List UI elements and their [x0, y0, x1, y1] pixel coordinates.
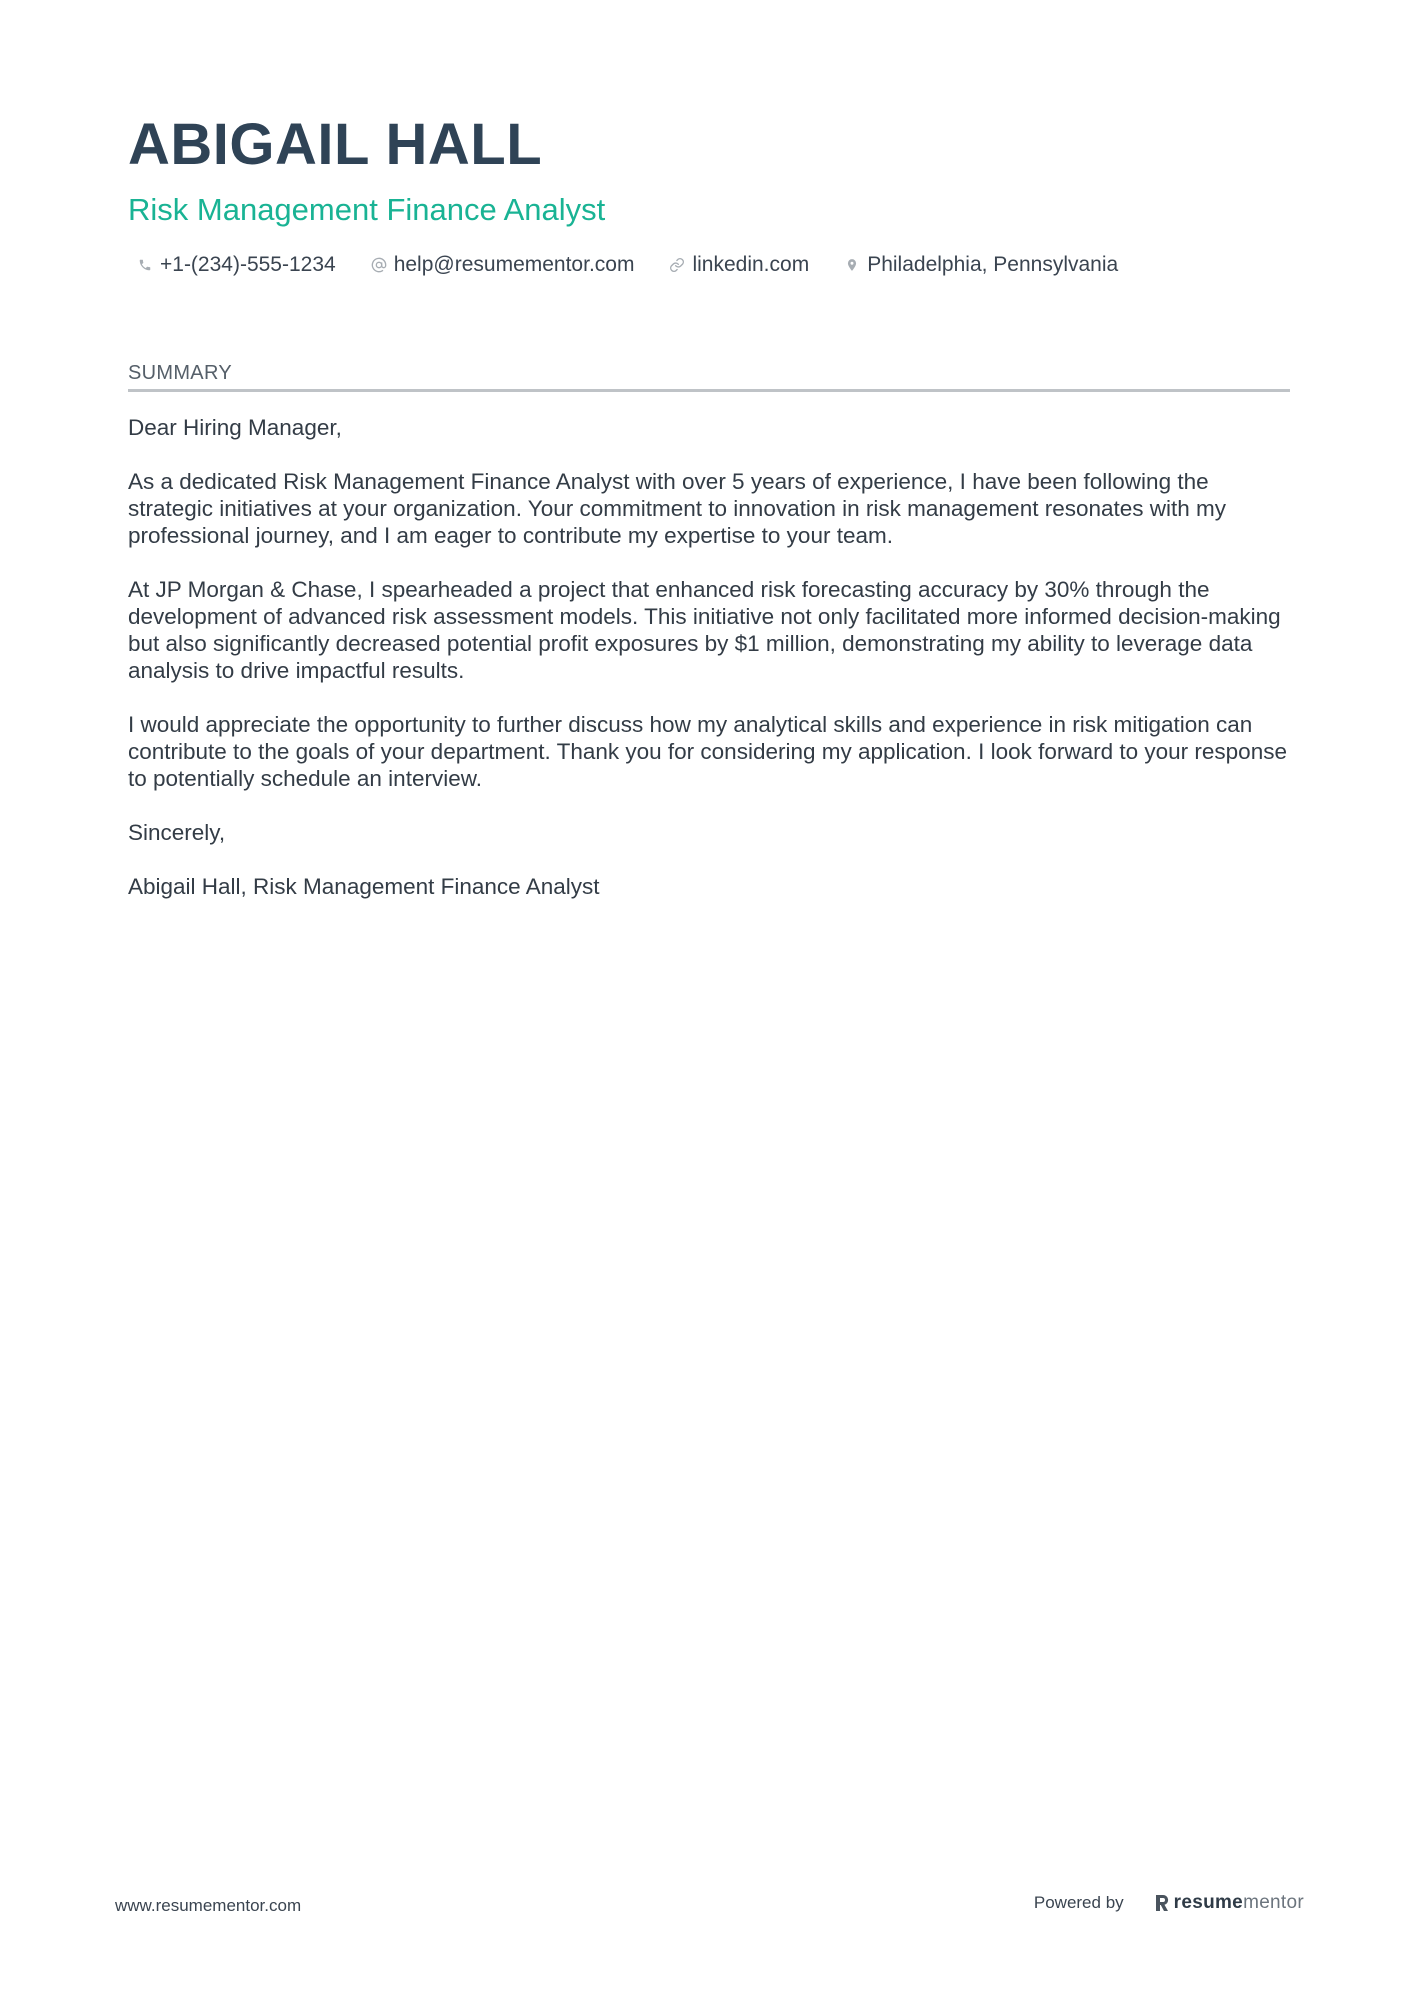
job-title: Risk Management Finance Analyst — [128, 192, 606, 227]
summary-section — [128, 359, 1290, 927]
map-pin-icon — [843, 256, 861, 274]
candidate-name: ABIGAIL HALL — [128, 112, 543, 177]
closing: Sincerely, — [128, 820, 226, 845]
brand-name-light: mentor — [1243, 1892, 1304, 1913]
header — [128, 108, 1290, 280]
location-text: Philadelphia, Pennsylvania — [867, 253, 1119, 276]
contact-row — [128, 250, 1290, 280]
link-icon — [668, 256, 686, 274]
contact-location — [835, 250, 1118, 280]
letter-body — [128, 414, 1290, 900]
resumementor-logo-icon — [1154, 1893, 1170, 1913]
paragraph-intro: As a dedicated Risk Management Finance Analyst with over 5 years of experience, I have been following the strategic initiatives at your organization. Your commitment to innovation in risk management resonates with my professional journey, and I am eager to contribute my expertise to your team. — [128, 469, 1227, 548]
paragraph-closing: I would appreciate the opportunity to further discuss how my analytical skills and experience in risk mitigation can contribute to the goals of your department. Thank you for considering my application. I look forward to your response to potentially schedule an interview. — [128, 712, 1287, 791]
at-sign-icon — [370, 256, 388, 274]
brand-name-bold: resume — [1173, 1892, 1244, 1913]
footer-website[interactable]: www.resumementor.com — [115, 1896, 302, 1915]
section-title: SUMMARY — [128, 359, 1290, 392]
greeting: Dear Hiring Manager, — [128, 415, 342, 440]
phone-number: +1-(234)-555-1234 — [160, 253, 336, 276]
brand-logo-link[interactable] — [1154, 1892, 1304, 1914]
contact-linkedin[interactable] — [660, 250, 809, 280]
contact-email[interactable] — [362, 250, 635, 280]
powered-by-label: Powered by — [1033, 1893, 1124, 1912]
linkedin-link[interactable]: linkedin.com — [692, 253, 810, 276]
signature: Abigail Hall, Risk Management Finance Analyst — [128, 874, 600, 899]
email-address[interactable]: help@resumementor.com — [393, 253, 635, 276]
footer-branding — [1034, 1892, 1304, 1914]
phone-icon — [136, 256, 154, 274]
contact-phone — [128, 250, 336, 280]
paragraph-achievement: At JP Morgan & Chase, I spearheaded a project that enhanced risk forecasting accuracy by 30% through the development of advanced risk assessment models. This initiative not only facilitated more informed decision-making but also significantly decreased potential profit exposures by $1 million, demonstrating my ability to leverage data analysis to drive impactful results. — [128, 577, 1281, 683]
brand-name — [1174, 1892, 1304, 1914]
